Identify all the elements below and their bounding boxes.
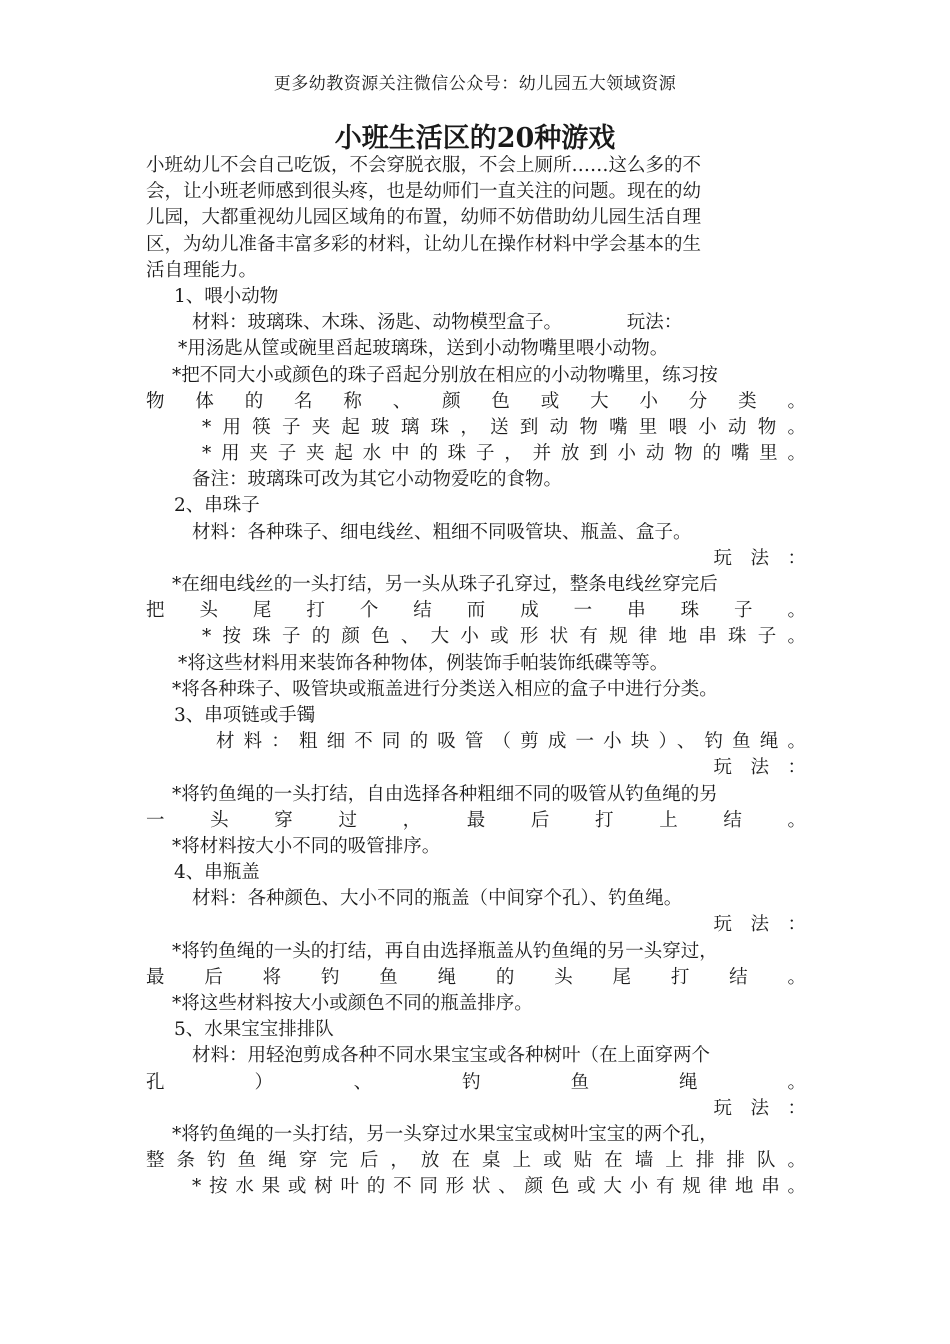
play-step: *按水果或树叶的不同形状、颜色或大小有规律地串。 bbox=[192, 1176, 806, 1198]
materials-line: 材料：粗细不同的吸管（剪成一小块）、钓鱼绳。 bbox=[216, 731, 806, 753]
play-step: *用筷子夹起玻璃珠，送到动物嘴里喂小动物。 bbox=[202, 416, 806, 438]
materials-line: 材料：各种颜色、大小不同的瓶盖（中间穿个孔）、钓鱼绳。 bbox=[192, 888, 683, 910]
section-heading: 5、水果宝宝排排队 bbox=[174, 1019, 334, 1041]
intro-line: 会，让小班老师感到很头疼，也是幼师们一直关注的问题。现在的幼 bbox=[146, 181, 702, 203]
play-label: 玩 法 ： bbox=[713, 914, 806, 936]
section-heading: 3、串项链或手镯 bbox=[174, 704, 316, 726]
article-body bbox=[146, 153, 806, 1201]
play-step: 物体的名称、颜色或大小分类。 bbox=[146, 390, 806, 412]
play-step: *将钓鱼绳的一头的打结，再自由选择瓶盖从钓鱼绳的另一头穿过， bbox=[172, 940, 718, 962]
section-heading: 4、串瓶盖 bbox=[174, 862, 260, 884]
note-line: 备注：玻璃珠可改为其它小动物爱吃的食物。 bbox=[192, 469, 563, 491]
play-label: 玩 法 ： bbox=[713, 1097, 806, 1119]
play-step: *把不同大小或颜色的珠子舀起分别放在相应的小动物嘴里，练习按 bbox=[172, 364, 718, 386]
section-heading: 2、串珠子 bbox=[174, 495, 260, 517]
play-step: 最后将钓鱼绳的头尾打结。 bbox=[146, 966, 806, 988]
materials-line: 材料：用轻泡剪成各种不同水果宝宝或各种树叶（在上面穿两个 bbox=[192, 1045, 711, 1067]
intro-line: 区，为幼儿准备丰富多彩的材料，让幼儿在操作材料中学会基本的生 bbox=[146, 233, 702, 255]
materials-line: 材料：各种珠子、细电线丝、粗细不同吸管块、瓶盖、盒子。 bbox=[192, 521, 692, 543]
section-heading: 1、喂小动物 bbox=[174, 285, 279, 307]
play-step: *将钓鱼绳的一头打结，另一头穿过水果宝宝或树叶宝宝的两个孔， bbox=[172, 1123, 718, 1145]
play-step: *将各种珠子、吸管块或瓶盖进行分类送入相应的盒子中进行分类。 bbox=[172, 678, 718, 700]
intro-line: 小班幼儿不会自己吃饭，不会穿脱衣服，不会上厕所……这么多的不 bbox=[146, 155, 702, 176]
play-label: 玩 法 ： bbox=[713, 757, 806, 779]
intro-line: 活自理能力。 bbox=[146, 259, 258, 281]
play-step: *用汤匙从筐或碗里舀起玻璃珠，送到小动物嘴里喂小动物。 bbox=[178, 338, 669, 360]
play-step: 一头穿过，最后打上结。 bbox=[146, 809, 806, 831]
page-header: 更多幼教资源关注微信公众号：幼儿园五大领域资源 bbox=[273, 74, 677, 94]
play-step: *将这些材料用来装饰各种物体，例装饰手帕装饰纸碟等等。 bbox=[178, 652, 669, 674]
play-step: 整条钓鱼绳穿完后，放在桌上或贴在墙上排排队。 bbox=[146, 1150, 806, 1172]
play-step: *在细电线丝的一头打结，另一头从珠子孔穿过，整条电线丝穿完后 bbox=[172, 574, 718, 595]
play-step: 把头尾打个结而成一串珠子。 bbox=[146, 600, 806, 622]
play-step: *将材料按大小不同的吸管排序。 bbox=[172, 835, 441, 857]
play-step: *按珠子的颜色、大小或形状有规律地串珠子。 bbox=[202, 626, 806, 648]
materials-line: 孔）、钓鱼绳。 bbox=[146, 1071, 806, 1093]
materials-line: 材料：玻璃珠、木珠、汤匙、动物模型盒子。 玩法： bbox=[192, 312, 683, 334]
page-title: 小班生活区的20种游戏 bbox=[334, 123, 616, 154]
play-step: *将钓鱼绳的一头打结，自由选择各种粗细不同的吸管从钓鱼绳的另 bbox=[172, 783, 718, 805]
play-step: *用夹子夹起水中的珠子，并放到小动物的嘴里。 bbox=[202, 443, 806, 465]
play-label: 玩 法 ： bbox=[713, 547, 806, 569]
play-step: *将这些材料按大小或颜色不同的瓶盖排序。 bbox=[172, 993, 533, 1014]
intro-line: 儿园，大都重视幼儿园区域角的布置，幼师不妨借助幼儿园生活自理 bbox=[146, 207, 702, 229]
